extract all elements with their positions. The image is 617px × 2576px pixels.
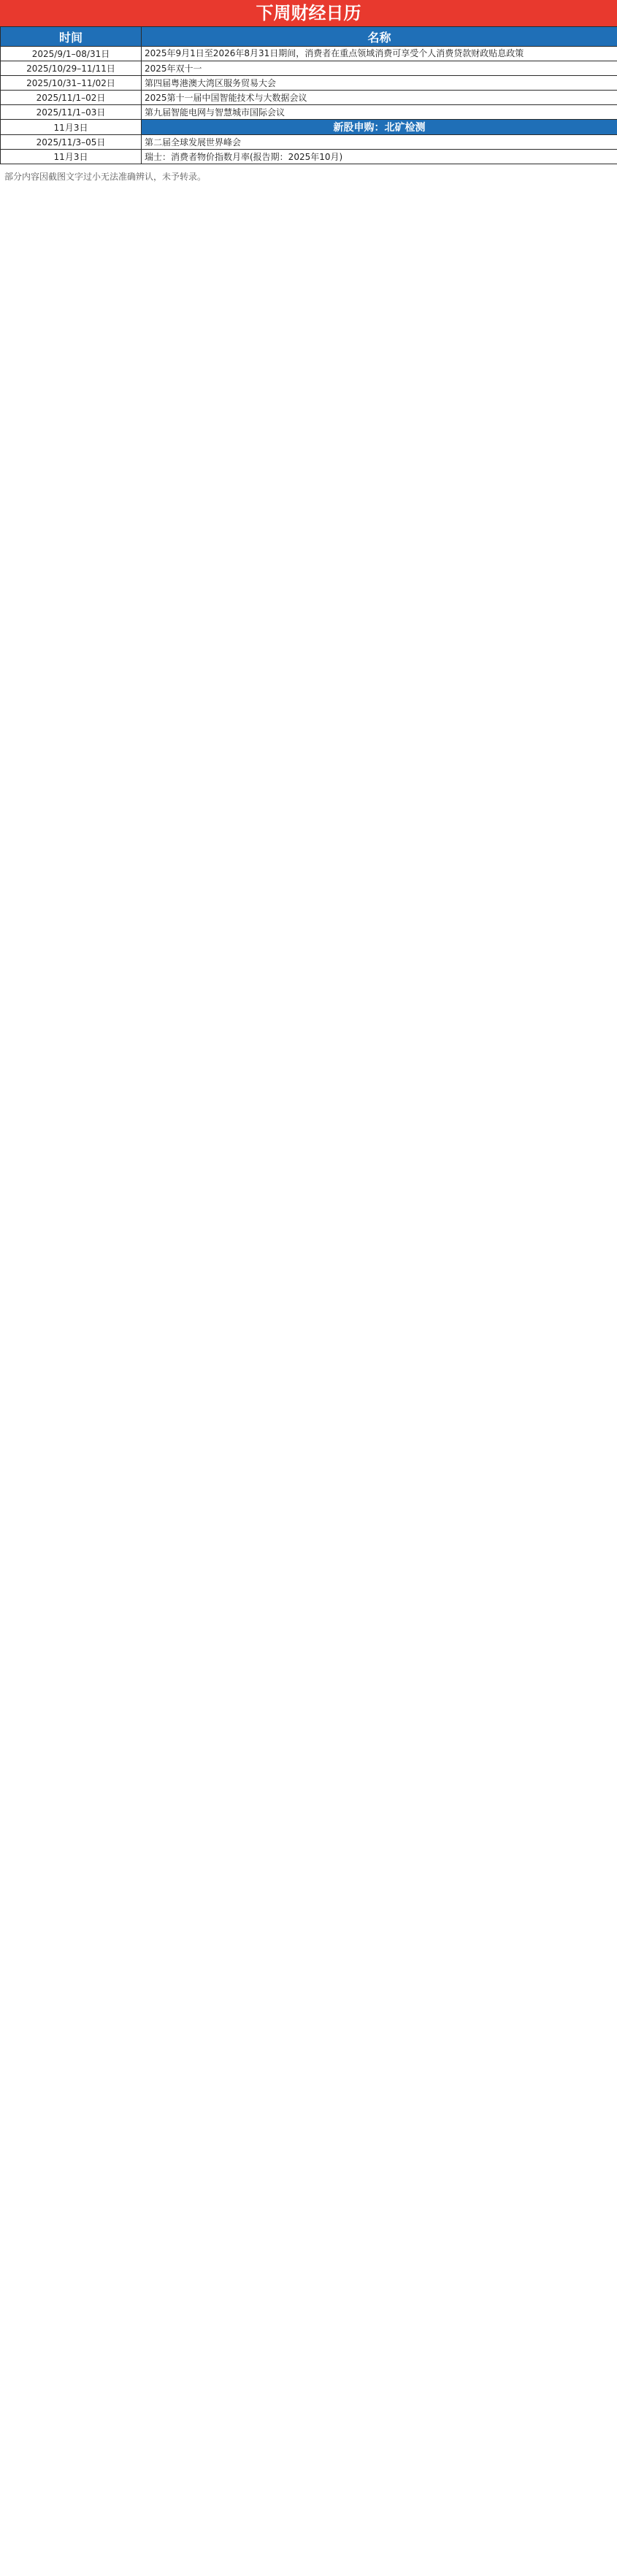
- header-name: 名称: [142, 27, 617, 47]
- table-row: [1, 61, 617, 76]
- ipo-label: 新股申购：北矿检测: [142, 120, 617, 135]
- row-item: 2025年双十一: [142, 61, 617, 76]
- row-item: 第二届全球发展世界峰会: [142, 135, 617, 150]
- ipo-row: [1, 120, 617, 135]
- calendar-table: [0, 26, 617, 164]
- page-title: 下周财经日历: [0, 0, 617, 26]
- table-row: [1, 91, 617, 105]
- table-header-row: [1, 27, 617, 47]
- header-time: 时间: [1, 27, 142, 47]
- omission-note: 部分内容因截图文字过小无法准确辨认，未予转录。: [4, 172, 207, 182]
- row-date: 2025/10/31–11/02日: [1, 76, 142, 91]
- row-item: 第九届智能电网与智慧城市国际会议: [142, 105, 617, 120]
- row-item: 第四届粤港澳大湾区服务贸易大会: [142, 76, 617, 91]
- row-date: 2025/11/3–05日: [1, 135, 142, 150]
- table-row: [1, 135, 617, 150]
- table-row: [1, 150, 617, 164]
- table-row: [1, 105, 617, 120]
- row-item: 2025年9月1日至2026年8月31日期间，消费者在重点领域消费可享受个人消费贷款财政贴息政策: [142, 47, 617, 61]
- row-item: 瑞士：消费者物价指数月率(报告期：2025年10月): [142, 150, 617, 164]
- row-item: 2025第十一届中国智能技术与大数据会议: [142, 91, 617, 105]
- table-row: [1, 76, 617, 91]
- row-date: 2025/11/1–03日: [1, 105, 142, 120]
- row-date: 2025/9/1–08/31日: [1, 47, 142, 61]
- calendar-rows: [1, 47, 617, 164]
- row-date: 11月3日: [1, 120, 142, 135]
- row-date: 2025/11/1–02日: [1, 91, 142, 105]
- table-row: [1, 47, 617, 61]
- row-date: 11月3日: [1, 150, 142, 164]
- row-date: 2025/10/29–11/11日: [1, 61, 142, 76]
